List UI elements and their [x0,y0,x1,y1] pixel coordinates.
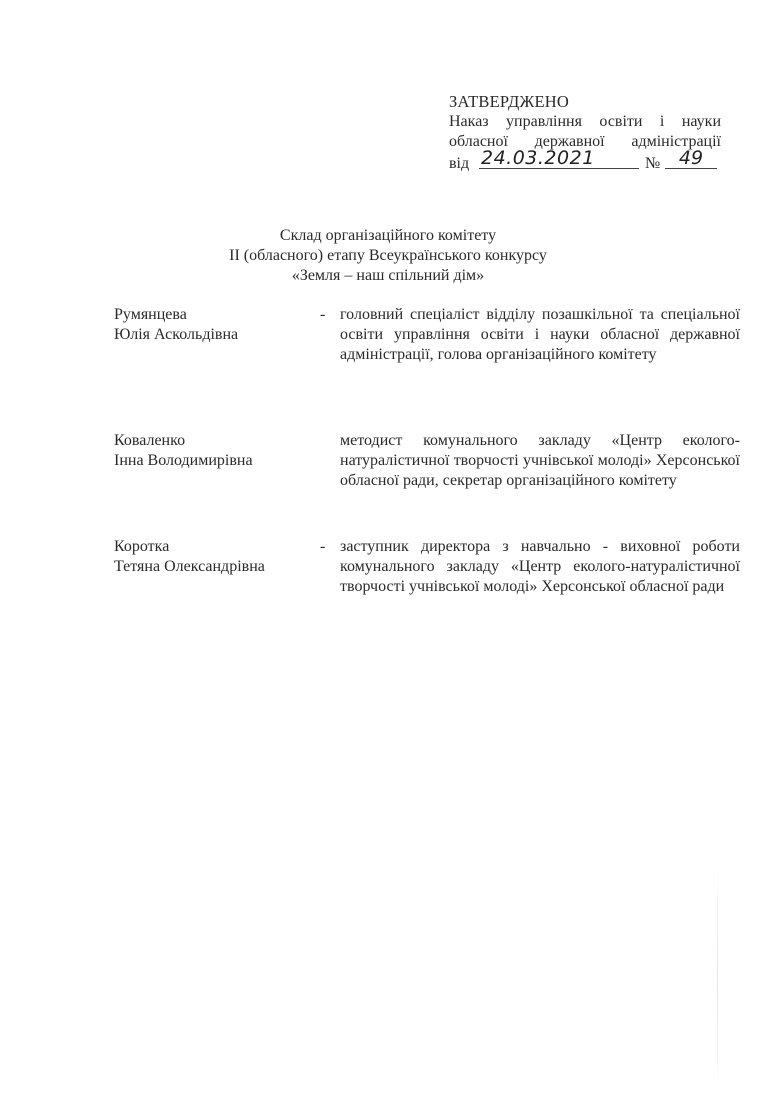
approval-title: ЗАТВЕРДЖЕНО [449,92,569,111]
committee-member [114,305,740,395]
member-dash: - [320,306,326,323]
member-surname: Коротка [114,538,170,555]
approval-order-line-1: Наказ управління освіти і науки [449,113,721,130]
approval-order-line-2: обласної державної адміністрації [449,133,721,150]
member-description: заступник директора з навчально - виховної роботи комунального закладу «Центр еколого-натуралістичної творчості учнівської молоді» Херсонської обласної ради [340,538,740,595]
member-description: головний спеціаліст відділу позашкільної та спеціальної освіти управління освіти і науки обласної державної адміністрації, голова організаційного комітету [340,306,740,363]
member-description: методист комунального закладу «Центр еколого-натуралістичної творчості учнівської молоді» Херсонської обласної ради, секретар організаційного комітету [340,432,740,489]
order-date-handwritten: 24.03.2021 [479,147,639,169]
order-number-handwritten: 49 [665,147,717,169]
member-name [114,431,314,471]
order-date-label: від [449,155,470,172]
member-surname: Коваленко [114,432,186,449]
member-name [114,537,314,577]
approval-block [449,92,721,176]
member-dash: - [320,538,326,555]
member-surname: Румянцева [114,306,187,323]
heading-line-2: ІІ (обласного) етапу Всеукраїнського конкурсу [229,247,547,264]
document-heading [150,226,626,286]
heading-line-3: «Земля – наш спільний дім» [291,267,485,284]
committee-member [114,537,740,627]
member-name [114,305,314,345]
committee-member [114,431,740,521]
member-given-names: Тетяна Олександрівна [114,558,265,575]
member-given-names: Інна Володимирівна [114,452,253,469]
member-given-names: Юлія Аскольдівна [114,326,239,343]
order-date-number-row [449,147,721,176]
order-number-label: № [645,155,661,172]
scan-edge-shadow [717,860,718,1100]
heading-line-1: Склад організаційного комітету [279,227,497,244]
